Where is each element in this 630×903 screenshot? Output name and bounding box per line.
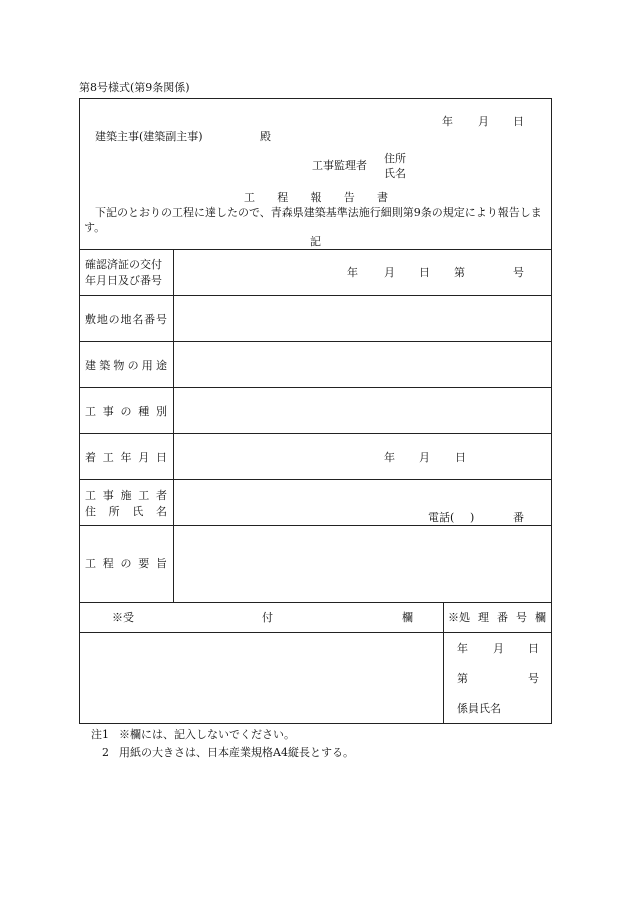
start-date-label-char: 日 (156, 451, 167, 464)
report-title (244, 192, 388, 203)
contractor-label-char: 事 (102, 489, 114, 502)
type-label-char: 工 (85, 405, 96, 418)
processing-day: 日 (528, 642, 539, 655)
site-label-char: の (108, 313, 120, 326)
report-title-char: 程 (277, 191, 289, 204)
row-divider (79, 632, 552, 633)
report-title-char: 告 (343, 191, 355, 204)
note-number: 2 (102, 746, 109, 759)
site-label (85, 314, 167, 325)
contractor-label-char: 住 (85, 505, 96, 518)
confirmation-month: 月 (384, 266, 395, 279)
contractor-label-char: 名 (155, 505, 167, 518)
summary-label-char: 工 (85, 557, 96, 570)
confirmation-label-line2: 年月日及び番号 (85, 274, 162, 287)
form-title: 第8号様式(第9条関係) (79, 81, 190, 94)
supervisor-address-label: 住所 (384, 152, 406, 165)
contractor-phone-label: 電話( (428, 511, 455, 524)
row-divider (79, 295, 552, 296)
confirmation-go: 号 (513, 266, 524, 279)
processing-dai: 第 (457, 672, 468, 685)
contractor-label-char: 氏 (132, 505, 144, 518)
processing-go: 号 (528, 672, 539, 685)
summary-label-char: 程 (102, 557, 114, 570)
ki-label: 記 (310, 235, 321, 248)
usage-label-char: 用 (141, 359, 153, 372)
report-title-char: 報 (310, 191, 322, 204)
usage-label-char: 築 (99, 359, 111, 372)
contractor-label-line1 (85, 490, 167, 501)
start-date-label-char: 月 (138, 451, 150, 464)
report-title-char: 工 (244, 191, 255, 204)
type-label-char: 種 (138, 405, 150, 418)
confirmation-year: 年 (347, 266, 358, 279)
note-text: ※欄には、記入しないでください。 (119, 728, 295, 741)
processing-column-divider (443, 602, 444, 724)
header-date-year: 年 (442, 115, 453, 128)
type-label-char: の (120, 405, 132, 418)
start-date-day: 日 (455, 451, 466, 464)
reception-mark: ※受 (112, 611, 134, 624)
usage-label-char: 建 (85, 359, 96, 372)
summary-label-char: 要 (138, 557, 150, 570)
processing-staff: 係員氏名 (457, 702, 501, 715)
usage-label-char: 物 (113, 359, 125, 372)
row-divider (79, 525, 552, 526)
start-date-label (85, 452, 167, 463)
row-divider (79, 433, 552, 434)
contractor-phone-suffix: 番 (513, 511, 524, 524)
label-column-divider (173, 249, 174, 602)
supervisor-role: 工事監理者 (312, 159, 367, 172)
confirmation-label-line1: 確認済証の交付 (85, 258, 162, 271)
processing-header-char: 番 (497, 611, 508, 624)
row-divider (79, 387, 552, 388)
report-title-char: 書 (377, 191, 388, 204)
contractor-label-char: 工 (138, 489, 150, 502)
type-label-char: 別 (156, 405, 167, 418)
contractor-phone-close: ) (470, 511, 475, 524)
usage-label-char: 途 (155, 359, 167, 372)
processing-header-char: 欄 (535, 611, 546, 624)
row-divider (79, 479, 552, 480)
contractor-label-char: 者 (156, 489, 167, 502)
processing-header-char: 理 (478, 611, 489, 624)
processing-header (448, 612, 546, 623)
processing-header-char: 号 (516, 611, 527, 624)
site-label-char: 名 (132, 313, 144, 326)
usage-label (85, 360, 167, 371)
note-text: 用紙の大きさは、日本産業規格A4縦長とする。 (119, 746, 354, 759)
honorific: 殿 (260, 130, 271, 143)
row-divider (79, 341, 552, 342)
reception-ran: 欄 (402, 611, 413, 624)
confirmation-dai: 第 (454, 266, 465, 279)
confirmation-day: 日 (419, 266, 430, 279)
start-date-year: 年 (384, 451, 395, 464)
summary-label-char: の (120, 557, 132, 570)
contractor-label-char: 所 (108, 505, 120, 518)
header-date-month: 月 (478, 115, 489, 128)
summary-label (85, 558, 167, 569)
contractor-label-char: 施 (120, 489, 132, 502)
usage-label-char: の (127, 359, 139, 372)
summary-label-char: 旨 (156, 557, 167, 570)
start-date-label-char: 着 (85, 451, 96, 464)
contractor-label-line2 (85, 506, 167, 517)
type-label-char: 事 (102, 405, 114, 418)
addressee: 建築主事(建築副主事) (95, 130, 203, 143)
site-label-char: 地 (96, 313, 108, 326)
note-number: 注1 (91, 728, 109, 741)
row-divider (79, 602, 552, 603)
site-label-char: 号 (155, 313, 167, 326)
contractor-label-char: 工 (85, 489, 96, 502)
site-label-char: 番 (144, 313, 156, 326)
header-date-day: 日 (513, 115, 524, 128)
reception-tsuke: 付 (262, 611, 273, 624)
processing-header-char: ※処 (448, 611, 470, 624)
start-date-label-char: 年 (120, 451, 132, 464)
body-text: 下記のとおりの工程に達したので、青森県建築基準法施行細則第9条の規定により報告します。 (84, 206, 542, 234)
type-label (85, 406, 167, 417)
processing-year: 年 (457, 642, 468, 655)
start-date-month: 月 (419, 451, 430, 464)
supervisor-name-label: 氏名 (384, 167, 406, 180)
site-label-char: 地 (120, 313, 132, 326)
processing-month: 月 (493, 642, 504, 655)
site-label-char: 敷 (85, 313, 96, 326)
start-date-label-char: 工 (102, 451, 114, 464)
row-divider (79, 249, 552, 250)
